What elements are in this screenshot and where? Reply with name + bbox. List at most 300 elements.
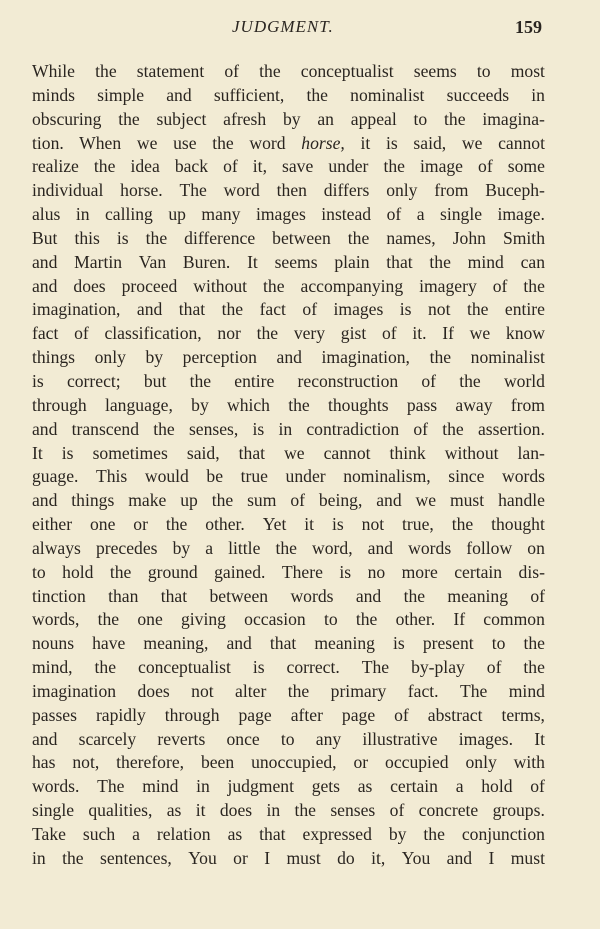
word: words — [501, 466, 545, 487]
word: is — [252, 657, 265, 678]
text-line — [32, 370, 545, 394]
word: which — [226, 394, 270, 415]
word: follow — [466, 537, 513, 558]
word: a — [416, 204, 425, 225]
word: not — [191, 680, 214, 701]
word: nominalist — [350, 84, 425, 105]
word: of — [413, 418, 429, 439]
text-line — [32, 537, 545, 561]
word: the — [94, 657, 117, 678]
word: page — [341, 704, 376, 725]
word: most — [510, 61, 545, 81]
word: a — [455, 776, 464, 797]
word: it — [304, 514, 315, 535]
word: true — [240, 466, 268, 487]
word: up — [180, 490, 198, 511]
word: the — [288, 394, 310, 415]
word: of — [74, 323, 89, 344]
word: occasion — [244, 609, 306, 630]
word: fact — [32, 323, 59, 344]
word: sufficient, — [213, 84, 285, 105]
word: but — [143, 370, 167, 391]
word: proceed — [121, 275, 178, 296]
word: Van — [138, 251, 167, 272]
word: back — [174, 156, 209, 177]
word: after — [290, 704, 323, 725]
word: very — [293, 323, 326, 344]
word: know — [505, 323, 545, 344]
text-line — [32, 227, 545, 251]
word: single — [32, 800, 75, 821]
text-line — [32, 775, 545, 799]
word: lan- — [517, 442, 545, 463]
word: sometimes — [92, 442, 168, 463]
word: thought — [491, 514, 545, 535]
word: in — [266, 800, 281, 821]
word: of — [381, 323, 397, 344]
word: groups. — [492, 800, 545, 821]
word: of — [302, 299, 318, 320]
word: the — [523, 657, 545, 678]
text-line — [32, 823, 545, 847]
word: be — [206, 466, 224, 487]
text-line — [32, 585, 545, 609]
word: The — [179, 180, 207, 201]
text-line — [32, 298, 545, 322]
word: from — [434, 180, 469, 201]
word: or — [353, 752, 369, 773]
word: not, — [72, 752, 100, 773]
word: imagination — [32, 680, 117, 701]
word: accompanying — [300, 275, 404, 296]
word: make — [128, 490, 167, 511]
word: correct; — [66, 370, 121, 391]
word: of — [530, 585, 545, 606]
word: must — [449, 490, 485, 511]
word: passes — [32, 704, 77, 725]
word: the — [153, 418, 175, 439]
word: dis- — [518, 561, 545, 582]
word: language, — [104, 394, 173, 415]
word: giving — [180, 609, 226, 630]
word: imagery — [419, 275, 477, 296]
word: that — [160, 585, 188, 606]
text-line — [32, 394, 545, 418]
word: correct. — [286, 657, 340, 678]
word: and — [32, 728, 58, 749]
word: If — [453, 609, 466, 630]
word: reconstruction — [297, 370, 399, 391]
text-line — [32, 155, 545, 179]
word: to — [280, 728, 295, 749]
word: You — [188, 847, 217, 868]
word: save — [282, 156, 314, 177]
word: the — [403, 585, 426, 606]
word: since — [448, 466, 485, 487]
word: single — [439, 204, 483, 225]
word: the — [383, 156, 405, 177]
word: we — [469, 323, 491, 344]
word: mind — [142, 776, 179, 797]
word: of — [290, 490, 305, 511]
word: from — [510, 394, 545, 415]
word: illustrative — [362, 728, 438, 749]
word: is — [399, 299, 412, 320]
word: without — [193, 275, 248, 296]
word: It — [534, 728, 545, 749]
word: such — [82, 824, 116, 844]
text-line — [32, 656, 545, 680]
word: classification, — [104, 323, 202, 344]
word: hold — [481, 776, 513, 797]
word: hold — [62, 561, 94, 582]
word: in — [278, 418, 293, 439]
word: the — [221, 299, 244, 320]
word: and — [367, 537, 394, 558]
text-line — [32, 704, 545, 728]
word: must — [286, 847, 321, 868]
word: of — [224, 61, 239, 81]
text-line — [32, 561, 545, 585]
word: words — [290, 585, 334, 606]
word: nouns — [32, 633, 75, 654]
word: under — [328, 156, 369, 177]
word: is — [32, 370, 44, 391]
word: of — [223, 156, 238, 177]
word: senses — [330, 800, 376, 821]
word: that — [386, 251, 413, 272]
word: other. — [395, 609, 436, 630]
word: of — [386, 204, 402, 225]
word: that — [269, 633, 297, 654]
word: the — [62, 847, 84, 868]
word: nominalist — [470, 347, 545, 368]
page-body-text — [32, 60, 545, 871]
word: handle — [498, 490, 545, 511]
word: page — [238, 704, 272, 725]
word: the — [93, 156, 116, 177]
italic-word: horse, — [301, 132, 345, 153]
word: realize — [32, 156, 79, 177]
word: minds — [32, 84, 76, 105]
text-line — [32, 132, 545, 156]
word: the — [275, 537, 297, 558]
word: terms, — [501, 704, 545, 725]
word: words, — [32, 609, 80, 630]
word: must — [510, 847, 545, 868]
word: that — [259, 824, 286, 844]
word: horse. — [120, 180, 163, 201]
word: said, — [186, 442, 220, 463]
word: the — [444, 108, 466, 129]
word: to — [32, 561, 46, 582]
word: to — [491, 633, 506, 654]
word: the — [211, 490, 234, 511]
word: the — [306, 84, 328, 105]
word: imagination, — [321, 347, 410, 368]
word: no — [367, 561, 386, 582]
word: certain — [390, 776, 438, 797]
word: While — [32, 61, 75, 81]
word: of — [394, 704, 409, 725]
word: tinction — [32, 585, 86, 606]
word: conceptualist — [300, 61, 394, 81]
word: a — [205, 537, 214, 558]
word: as — [357, 776, 373, 797]
word: by — [282, 108, 301, 129]
word: individual — [32, 180, 104, 201]
word: the — [165, 514, 188, 535]
word: abstract — [427, 704, 483, 725]
word: reverts — [157, 728, 206, 749]
word: common — [483, 609, 545, 630]
word: some — [507, 156, 545, 177]
word: gets — [311, 776, 341, 797]
word: the — [523, 633, 545, 654]
text-line — [32, 799, 545, 823]
word: this — [74, 227, 100, 248]
word: John — [452, 227, 486, 248]
word: can — [520, 251, 545, 272]
word: we — [284, 442, 305, 463]
word: the — [145, 227, 168, 248]
word: in — [75, 204, 90, 225]
word: being, — [318, 490, 363, 511]
word: of — [389, 800, 405, 821]
word: does — [137, 680, 170, 701]
word: The — [97, 776, 125, 797]
word: we — [415, 490, 437, 511]
word: it, — [252, 156, 267, 177]
word: it. — [412, 323, 427, 344]
word: and — [446, 847, 473, 868]
word: the — [459, 370, 481, 391]
word: the — [429, 251, 451, 272]
word: in — [196, 776, 210, 797]
word: images — [255, 204, 306, 225]
word: on — [527, 537, 545, 558]
word: The — [361, 657, 390, 678]
word: of — [478, 156, 493, 177]
word: is — [61, 442, 74, 463]
word: little — [228, 537, 261, 558]
word: precedes — [95, 537, 158, 558]
word: the — [347, 227, 370, 248]
word: rapidly — [95, 704, 146, 725]
word: of — [530, 776, 545, 797]
text-segment: tion. When we use the word — [32, 132, 286, 153]
word: Buceph- — [485, 180, 545, 201]
text-line — [32, 203, 545, 227]
word: have — [92, 633, 126, 654]
word: only — [465, 752, 497, 773]
word: mind, — [32, 657, 73, 678]
word: things — [32, 347, 76, 368]
word: But — [32, 227, 58, 248]
word: occupied — [385, 752, 449, 773]
word: many — [201, 204, 241, 225]
word: gist — [340, 323, 367, 344]
word: and — [136, 299, 163, 320]
word: of — [486, 657, 502, 678]
word: mind — [508, 680, 545, 701]
word: any — [315, 728, 342, 749]
word: names, — [386, 227, 436, 248]
word: mind — [467, 251, 504, 272]
word: through — [164, 704, 220, 725]
word: word, — [312, 537, 353, 558]
word: or — [233, 847, 248, 868]
word: true, — [402, 514, 434, 535]
word: world — [503, 370, 545, 391]
word: and — [32, 490, 58, 511]
word: and — [166, 84, 192, 105]
word: cannot — [323, 442, 371, 463]
word: not — [428, 299, 451, 320]
word: gained. — [214, 561, 266, 582]
word: a — [132, 824, 140, 844]
word: imagination, — [32, 299, 121, 320]
text-line — [32, 680, 545, 704]
text-line — [32, 847, 545, 871]
word: is — [331, 514, 344, 535]
word: assertion. — [477, 418, 545, 439]
text-line — [32, 108, 545, 132]
word: the — [523, 275, 545, 296]
word: one — [89, 514, 116, 535]
word: the — [109, 561, 132, 582]
word: only — [94, 347, 126, 368]
word: alter — [235, 680, 267, 701]
word: instead — [321, 204, 372, 225]
word: then — [276, 180, 307, 201]
word: difference — [184, 227, 256, 248]
word: that — [238, 442, 266, 463]
word: as — [166, 800, 182, 821]
word: either — [32, 514, 73, 535]
word: the — [429, 347, 452, 368]
text-line — [32, 751, 545, 775]
word: or — [133, 514, 148, 535]
word: scarcely — [78, 728, 137, 749]
word: away — [455, 394, 493, 415]
text-line — [32, 632, 545, 656]
word: has — [32, 752, 56, 773]
word: senses, — [188, 418, 239, 439]
word: the — [287, 680, 310, 701]
word: present — [422, 633, 474, 654]
word: do — [337, 847, 355, 868]
running-header — [0, 17, 600, 43]
word: the — [259, 61, 281, 81]
word: simple — [97, 84, 145, 105]
word: by — [172, 537, 191, 558]
word: and — [32, 418, 58, 439]
word: certain — [454, 561, 503, 582]
word: up — [168, 204, 186, 225]
word: succeeds — [446, 84, 510, 105]
word: always — [32, 537, 81, 558]
word: calling — [104, 204, 153, 225]
word: of — [421, 370, 437, 391]
word: obscuring — [32, 108, 102, 129]
word: without — [444, 442, 499, 463]
word: appeal — [350, 108, 397, 129]
word: transcend — [71, 418, 140, 439]
text-line — [32, 465, 545, 489]
word: not — [361, 514, 385, 535]
word: image. — [497, 204, 545, 225]
word: subject — [156, 108, 207, 129]
word: It — [247, 251, 258, 272]
word: image — [420, 156, 463, 177]
word: to — [476, 61, 491, 81]
word: between — [209, 585, 269, 606]
word: things — [71, 490, 115, 511]
word: the — [256, 323, 279, 344]
word: contradiction — [306, 418, 400, 439]
word: seems — [413, 61, 457, 81]
word: to — [413, 108, 428, 129]
text-line — [32, 442, 545, 466]
word: If — [442, 323, 454, 344]
text-line — [32, 251, 545, 275]
word: through — [32, 394, 87, 415]
word: pass — [406, 394, 438, 415]
word: I — [488, 847, 495, 868]
word: the — [423, 824, 445, 844]
word: the — [95, 61, 117, 81]
word: more — [401, 561, 438, 582]
word: by — [191, 394, 209, 415]
word: the — [442, 418, 464, 439]
word: does — [73, 275, 106, 296]
word: entire — [504, 299, 545, 320]
word: sum — [247, 490, 277, 511]
word: nor — [217, 323, 241, 344]
word: therefore, — [116, 752, 185, 773]
word: Buren. — [182, 251, 231, 272]
word: judgment — [227, 776, 294, 797]
text-segment: it is said, we cannot — [360, 132, 545, 153]
word: would — [144, 466, 189, 487]
text-line — [32, 275, 545, 299]
word: seems — [274, 251, 318, 272]
word: alus — [32, 204, 61, 225]
word: other. — [205, 514, 245, 535]
word: idea — [130, 156, 160, 177]
word: and — [276, 347, 302, 368]
word: There — [281, 561, 323, 582]
word: is — [393, 633, 405, 654]
text-line — [32, 513, 545, 537]
word: nominalism, — [343, 466, 431, 487]
word: between — [272, 227, 331, 248]
word: the — [466, 299, 489, 320]
word: the — [97, 609, 120, 630]
word: is — [339, 561, 352, 582]
word: with — [513, 752, 545, 773]
word: meaning — [447, 585, 508, 606]
word: is — [116, 227, 129, 248]
word: You — [401, 847, 431, 868]
word: perception — [182, 347, 257, 368]
word: unoccupied, — [251, 752, 337, 773]
word: only — [386, 180, 418, 201]
word: images — [333, 299, 384, 320]
running-title: JUDGMENT. — [232, 17, 334, 36]
word: fact. — [407, 680, 439, 701]
